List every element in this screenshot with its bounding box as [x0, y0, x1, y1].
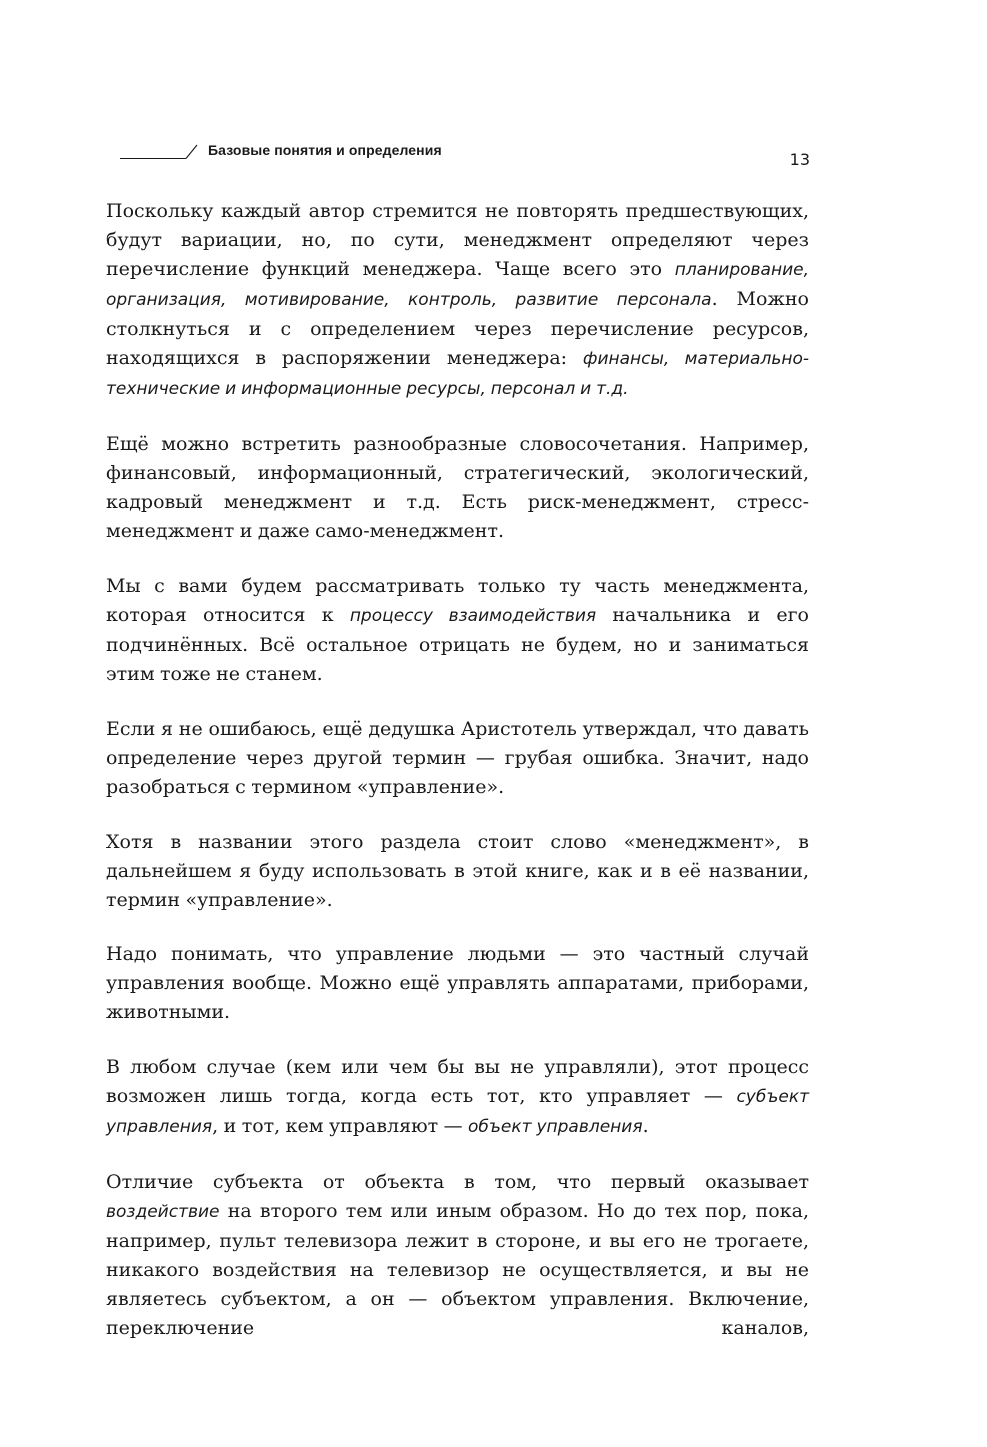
text-run: Мы с вами будем рассматривать только ту часть менеджмента, которая относится к — [106, 574, 809, 626]
text-run: Если я не ошибаюсь, ещё дедушка Аристотель утверждал, что давать определение через другой термин — грубая ошибка. Значит, надо разобраться с термином «управление». — [106, 717, 809, 798]
text-run: . — [642, 1115, 649, 1138]
paragraph — [106, 197, 809, 404]
page-number: 13 — [789, 150, 810, 169]
text-run: на второго тем или иным образом. Но до тех пор, пока, например, пульт телевизора лежит в стороне, и вы его не трогаете, никакого воздействия на телевизор не осуществляется, и вы не являетесь субъектом, а он — объектом управления. Включение, переключение каналов, — [106, 1200, 809, 1340]
paragraph — [106, 1053, 809, 1142]
text-run: начальника и его подчинённых. Всё остальное отрицать не будем, но и заниматься этим тоже не станем. — [106, 603, 809, 685]
italic-term: субъект управления — [106, 1087, 809, 1138]
text-run: , и тот, кем управляют — — [212, 1115, 469, 1138]
text-run: Отличие субъекта от объекта в том, что первый оказывает — [106, 1171, 809, 1194]
text-run: . Можно столкнуться и с определением через перечисление ресурсов, находящихся в распоряжении менеджера: — [106, 288, 809, 369]
paragraph — [106, 715, 809, 802]
italic-term: воздействие — [106, 1202, 220, 1223]
italic-term: процессу взаимодействия — [349, 605, 597, 626]
page-header — [120, 138, 810, 178]
header-rule-decoration — [120, 138, 200, 160]
text-run: Надо понимать, что управление людьми — это частный случай управления вообще. Можно ещё управлять аппаратами, приборами, животными. — [106, 943, 809, 1024]
italic-term: объект управления — [468, 1117, 643, 1138]
text-run: Ещё можно встретить разнообразные словосочетания. Например, финансовый, информационный, стратегический, экологический, кадровый менеджмент и т.д. Есть риск-менеджмент, стресс-менеджмент и даже само-менеджмент. — [106, 432, 809, 542]
text-run: Хотя в названии этого раздела стоит слово «менеджмент», в дальнейшем я буду использовать в этой книге, как и в её названии, термин «управление». — [106, 830, 809, 911]
text-run: В любом случае (кем или чем бы вы не управляли), этот процесс возможен лишь тогда, когда есть тот, кто управляет — — [106, 1056, 809, 1108]
text-run: Поскольку каждый автор стремится не повторять предшествующих, будут вариации, но, по сути, менеджмент определяют через перечисление функций менеджера. Чаще всего это — [106, 200, 809, 280]
italic-term: финансы, материально-технические и информационные ресурсы, персонал и т.д. — [106, 349, 810, 399]
paragraph — [106, 828, 809, 915]
italic-term: планирование, организация, мотивирование, контроль, развитие персонала — [106, 260, 809, 310]
paragraph — [106, 430, 809, 546]
body-text — [106, 197, 809, 1369]
running-title: Базовые понятия и определения — [208, 142, 442, 158]
paragraph — [106, 572, 809, 689]
paragraph — [106, 940, 809, 1027]
paragraph — [106, 1168, 809, 1343]
